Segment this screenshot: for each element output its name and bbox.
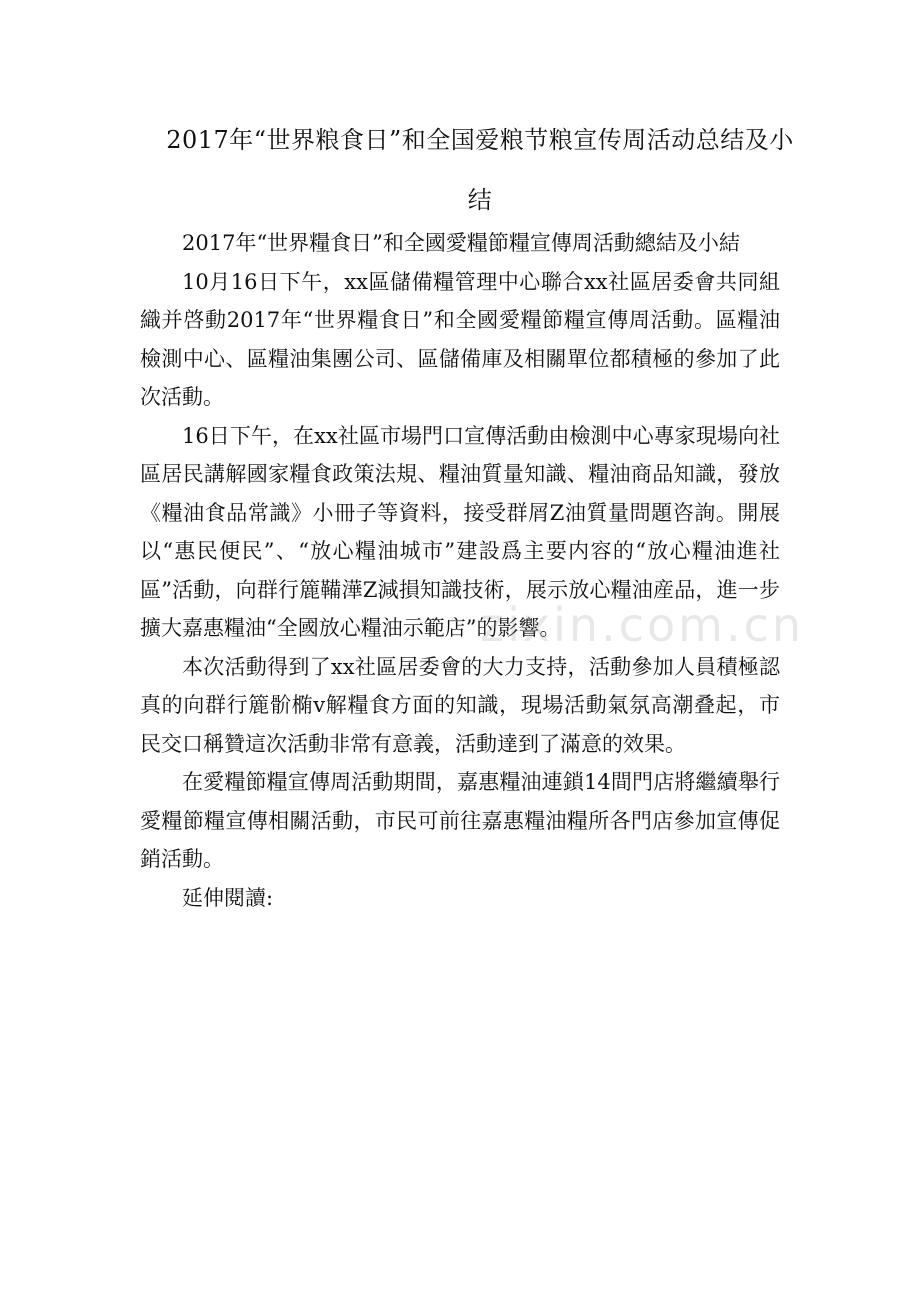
paragraph-support: 本次活動得到了xx社區居委會的大力支持，活動參加人員積極認真的向群行簏骱椭v解糧食方面的知識，現場活動氣氛高潮叠起，市民交口稱贊這次活動非常有意義，活動達到了滿意的效果。 xyxy=(140,654,780,756)
paragraph-activity: 16日下午，在xx社區市場門口宣傳活動由檢測中心專家現場向社區居民講解國家糧食政策法規、糧油質量知識、糧油商品知識，發放《糧油食品常識》小冊子等資料，接受群屑Z油質量問題咨詢。開展以“惠民便民”、“放心糧油城市”建設爲主要内容的“放心糧油進社區”活動，向群行簏鞴澕Z減損知識技術，展示放心糧油産品，進一步擴大嘉惠糧油“全國放心糧油示範店”的影響。 xyxy=(140,423,780,640)
paragraph-intro: 10月16日下午，xx區儲備糧管理中心聯合xx社區居委會共同組織并啓動2017年“世界糧食日”和全國愛糧節糧宣傳周活動。區糧油檢測中心、區糧油集團公司、區儲備庫及相關單位都積極的參加了此次活動。 xyxy=(140,269,780,409)
paragraph-further-reading: 延伸閱讀: xyxy=(182,885,274,910)
document-body xyxy=(140,224,780,917)
paragraph-heading: 2017年“世界糧食日”和全國愛糧節糧宣傳周活動總結及小結 xyxy=(182,231,740,255)
document-title: 2017年“世界粮食日”和全国爱粮节粮宣传周活动总结及小结 xyxy=(166,126,794,214)
paragraph-stores: 在愛糧節糧宣傳周活動期間，嘉惠糧油連鎖14間門店將繼續舉行愛糧節糧宣傳相關活動，市民可前往嘉惠糧油糧所各門店參加宣傳促銷活動。 xyxy=(140,770,780,871)
watermark: zixin.com.cn xyxy=(480,598,805,652)
